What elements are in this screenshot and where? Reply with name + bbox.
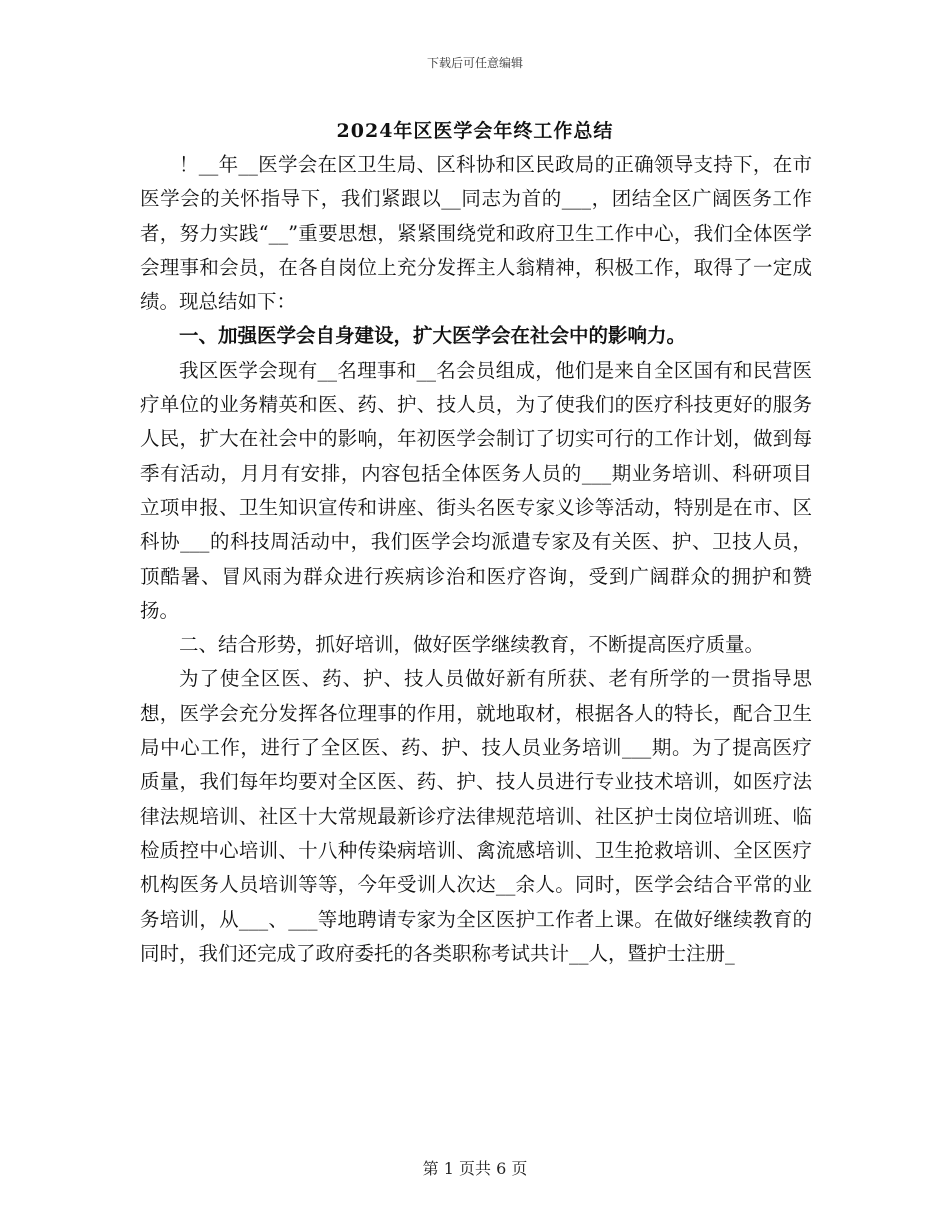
section-heading-2: 二、结合形势，抓好培训，做好医学继续教育，不断提高医疗质量。: [179, 633, 765, 657]
page-number: 第 1 页共 6 页: [422, 1159, 528, 1178]
document-body: [140, 148, 812, 971]
section-heading-1: 一、加强医学会自身建设，扩大医学会在社会中的影响力。: [179, 324, 687, 348]
document-title: 2024年区医学会年终工作总结: [336, 120, 614, 142]
paragraph-section-1: 我区医学会现有__名理事和__名会员组成，他们是来自全区国有和民营医疗单位的业务精英和医、药、护、技人员，为了使我们的医疗科技更好的服务人民，扩大在社会中的影响，年初医学会制订了切实可行的工作计划，做到每季有活动，月月有安排，内容包括全体医务人员的___期业务培训、科研项目立项申报、卫生知识宣传和讲座、街头名医专家义诊等活动，特别是在市、区科协___的科技周活动中，我们医学会均派遣专家及有关医、护、卫技人员，顶酷暑、冒风雨为群众进行疾病诊治和医疗咨询，受到广阔群众的拥护和赞扬。: [140, 358, 812, 622]
header-note: 下载后可任意编辑: [426, 56, 523, 70]
paragraph-intro: ！__年__医学会在区卫生局、区科协和区民政局的正确领导支持下，在市医学会的关怀指导下，我们紧跟以__同志为首的___，团结全区广阔医务工作者，努力实践“__”重要思想，紧紧围绕党和政府卫生工作中心，我们全体医学会理事和会员，在各自岗位上充分发挥主人翁精神，积极工作，取得了一定成绩。现总结如下：: [140, 153, 812, 314]
paragraph-section-2: 为了使全区医、药、护、技人员做好新有所获、老有所学的一贯指导思想，医学会充分发挥各位理事的作用，就地取材，根据各人的特长，配合卫生局中心工作，进行了全区医、药、护、技人员业务培训___期。为了提高医疗质量，我们每年均要对全区医、药、护、技人员进行专业技术培训，如医疗法律法规培训、社区十大常规最新诊疗法律规范培训、社区护士岗位培训班、临检质控中心培训、十八种传染病培训、禽流感培训、卫生抢救培训、全区医疗机构医务人员培训等等，今年受训人次达__余人。同时，医学会结合平常的业务培训，从___、___等地聘请专家为全区医护工作者上课。在做好继续教育的同时，我们还完成了政府委托的各类职称考试共计__人，暨护士注册_: [140, 667, 812, 965]
